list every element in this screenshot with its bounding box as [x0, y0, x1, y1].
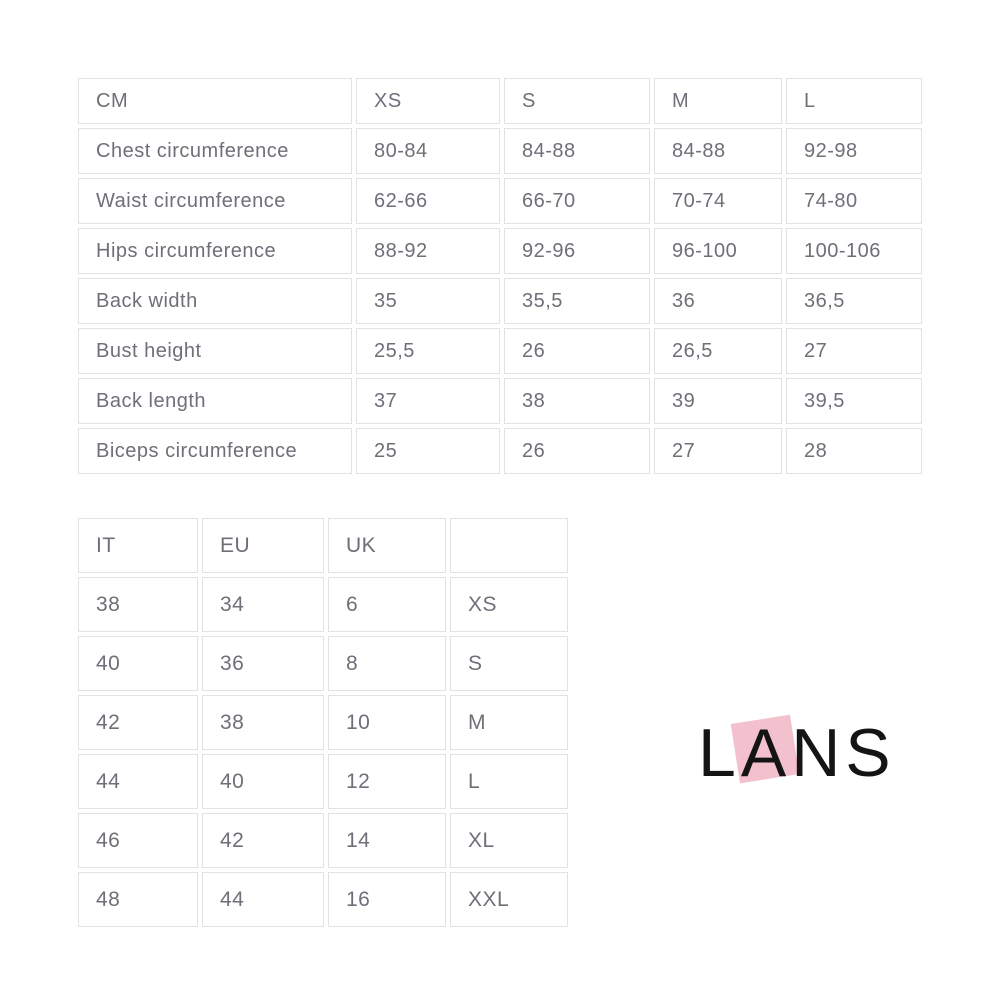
measurement-value: 96-100	[654, 228, 782, 274]
measurement-value: 88-92	[356, 228, 500, 274]
measurement-row-waist	[78, 178, 922, 224]
measurements-table	[74, 74, 926, 478]
measurement-label: Waist circumference	[78, 178, 352, 224]
measurement-label: Bust height	[78, 328, 352, 374]
conversion-row-l	[78, 754, 568, 809]
logo-letter-l: L	[698, 715, 736, 791]
measurement-row-chest	[78, 128, 922, 174]
size-conversion-table	[74, 514, 572, 931]
measurement-value: 36	[654, 278, 782, 324]
measurement-row-hips	[78, 228, 922, 274]
conversion-value: 46	[78, 813, 198, 868]
conversion-value: 40	[202, 754, 324, 809]
measurement-value: 36,5	[786, 278, 922, 324]
measurement-label: Chest circumference	[78, 128, 352, 174]
measurement-value: 26,5	[654, 328, 782, 374]
conversion-value: XXL	[450, 872, 568, 927]
conversion-value: 38	[78, 577, 198, 632]
measurement-row-bust-height	[78, 328, 922, 374]
brand-logo	[698, 715, 908, 796]
measurement-value: 39,5	[786, 378, 922, 424]
region-header-intl	[450, 518, 568, 573]
conversion-value: 36	[202, 636, 324, 691]
conversion-value: L	[450, 754, 568, 809]
conversion-value: 42	[202, 813, 324, 868]
measurement-value: 70-74	[654, 178, 782, 224]
conversion-value: 44	[202, 872, 324, 927]
measurement-value: 39	[654, 378, 782, 424]
region-header-eu: EU	[202, 518, 324, 573]
measurement-value: 37	[356, 378, 500, 424]
conversion-value: M	[450, 695, 568, 750]
measurement-value: 35	[356, 278, 500, 324]
measurement-value: 25	[356, 428, 500, 474]
conversion-value: 10	[328, 695, 446, 750]
unit-header: CM	[78, 78, 352, 124]
conversion-row-s	[78, 636, 568, 691]
conversion-value: 16	[328, 872, 446, 927]
conversion-value: 42	[78, 695, 198, 750]
measurement-value: 74-80	[786, 178, 922, 224]
conversion-value: XL	[450, 813, 568, 868]
measurement-row-back-width	[78, 278, 922, 324]
measurement-value: 27	[786, 328, 922, 374]
size-header-l: L	[786, 78, 922, 124]
measurement-value: 92-96	[504, 228, 650, 274]
logo-letter-a: A	[740, 715, 787, 791]
conversion-value: 40	[78, 636, 198, 691]
conversion-value: XS	[450, 577, 568, 632]
measurement-value: 62-66	[356, 178, 500, 224]
region-header-it: IT	[78, 518, 198, 573]
measurement-value: 66-70	[504, 178, 650, 224]
measurement-value: 28	[786, 428, 922, 474]
measurement-label: Back length	[78, 378, 352, 424]
measurement-value: 100-106	[786, 228, 922, 274]
measurement-value: 25,5	[356, 328, 500, 374]
measurement-value: 92-98	[786, 128, 922, 174]
measurements-header-row	[78, 78, 922, 124]
size-header-xs: XS	[356, 78, 500, 124]
region-header-uk: UK	[328, 518, 446, 573]
conversion-value: 48	[78, 872, 198, 927]
conversion-value: 6	[328, 577, 446, 632]
conversion-value: 38	[202, 695, 324, 750]
logo-letter-n: N	[791, 715, 841, 791]
conversion-value: 12	[328, 754, 446, 809]
measurement-value: 35,5	[504, 278, 650, 324]
measurement-value: 84-88	[504, 128, 650, 174]
conversion-value: S	[450, 636, 568, 691]
measurement-row-back-length	[78, 378, 922, 424]
conversion-row-m	[78, 695, 568, 750]
conversion-value: 34	[202, 577, 324, 632]
conversion-value: 14	[328, 813, 446, 868]
measurement-label: Biceps circumference	[78, 428, 352, 474]
measurement-value: 26	[504, 428, 650, 474]
measurement-value: 26	[504, 328, 650, 374]
conversion-value: 8	[328, 636, 446, 691]
conversion-row-xs	[78, 577, 568, 632]
logo-letter-s: S	[845, 715, 891, 791]
conversion-row-xxl	[78, 872, 568, 927]
measurement-label: Back width	[78, 278, 352, 324]
conversion-row-xl	[78, 813, 568, 868]
measurement-value: 38	[504, 378, 650, 424]
measurement-value: 80-84	[356, 128, 500, 174]
measurement-value: 84-88	[654, 128, 782, 174]
conversion-value: 44	[78, 754, 198, 809]
size-header-m: M	[654, 78, 782, 124]
measurement-label: Hips circumference	[78, 228, 352, 274]
measurement-value: 27	[654, 428, 782, 474]
conversion-header-row	[78, 518, 568, 573]
size-header-s: S	[504, 78, 650, 124]
measurement-row-biceps	[78, 428, 922, 474]
